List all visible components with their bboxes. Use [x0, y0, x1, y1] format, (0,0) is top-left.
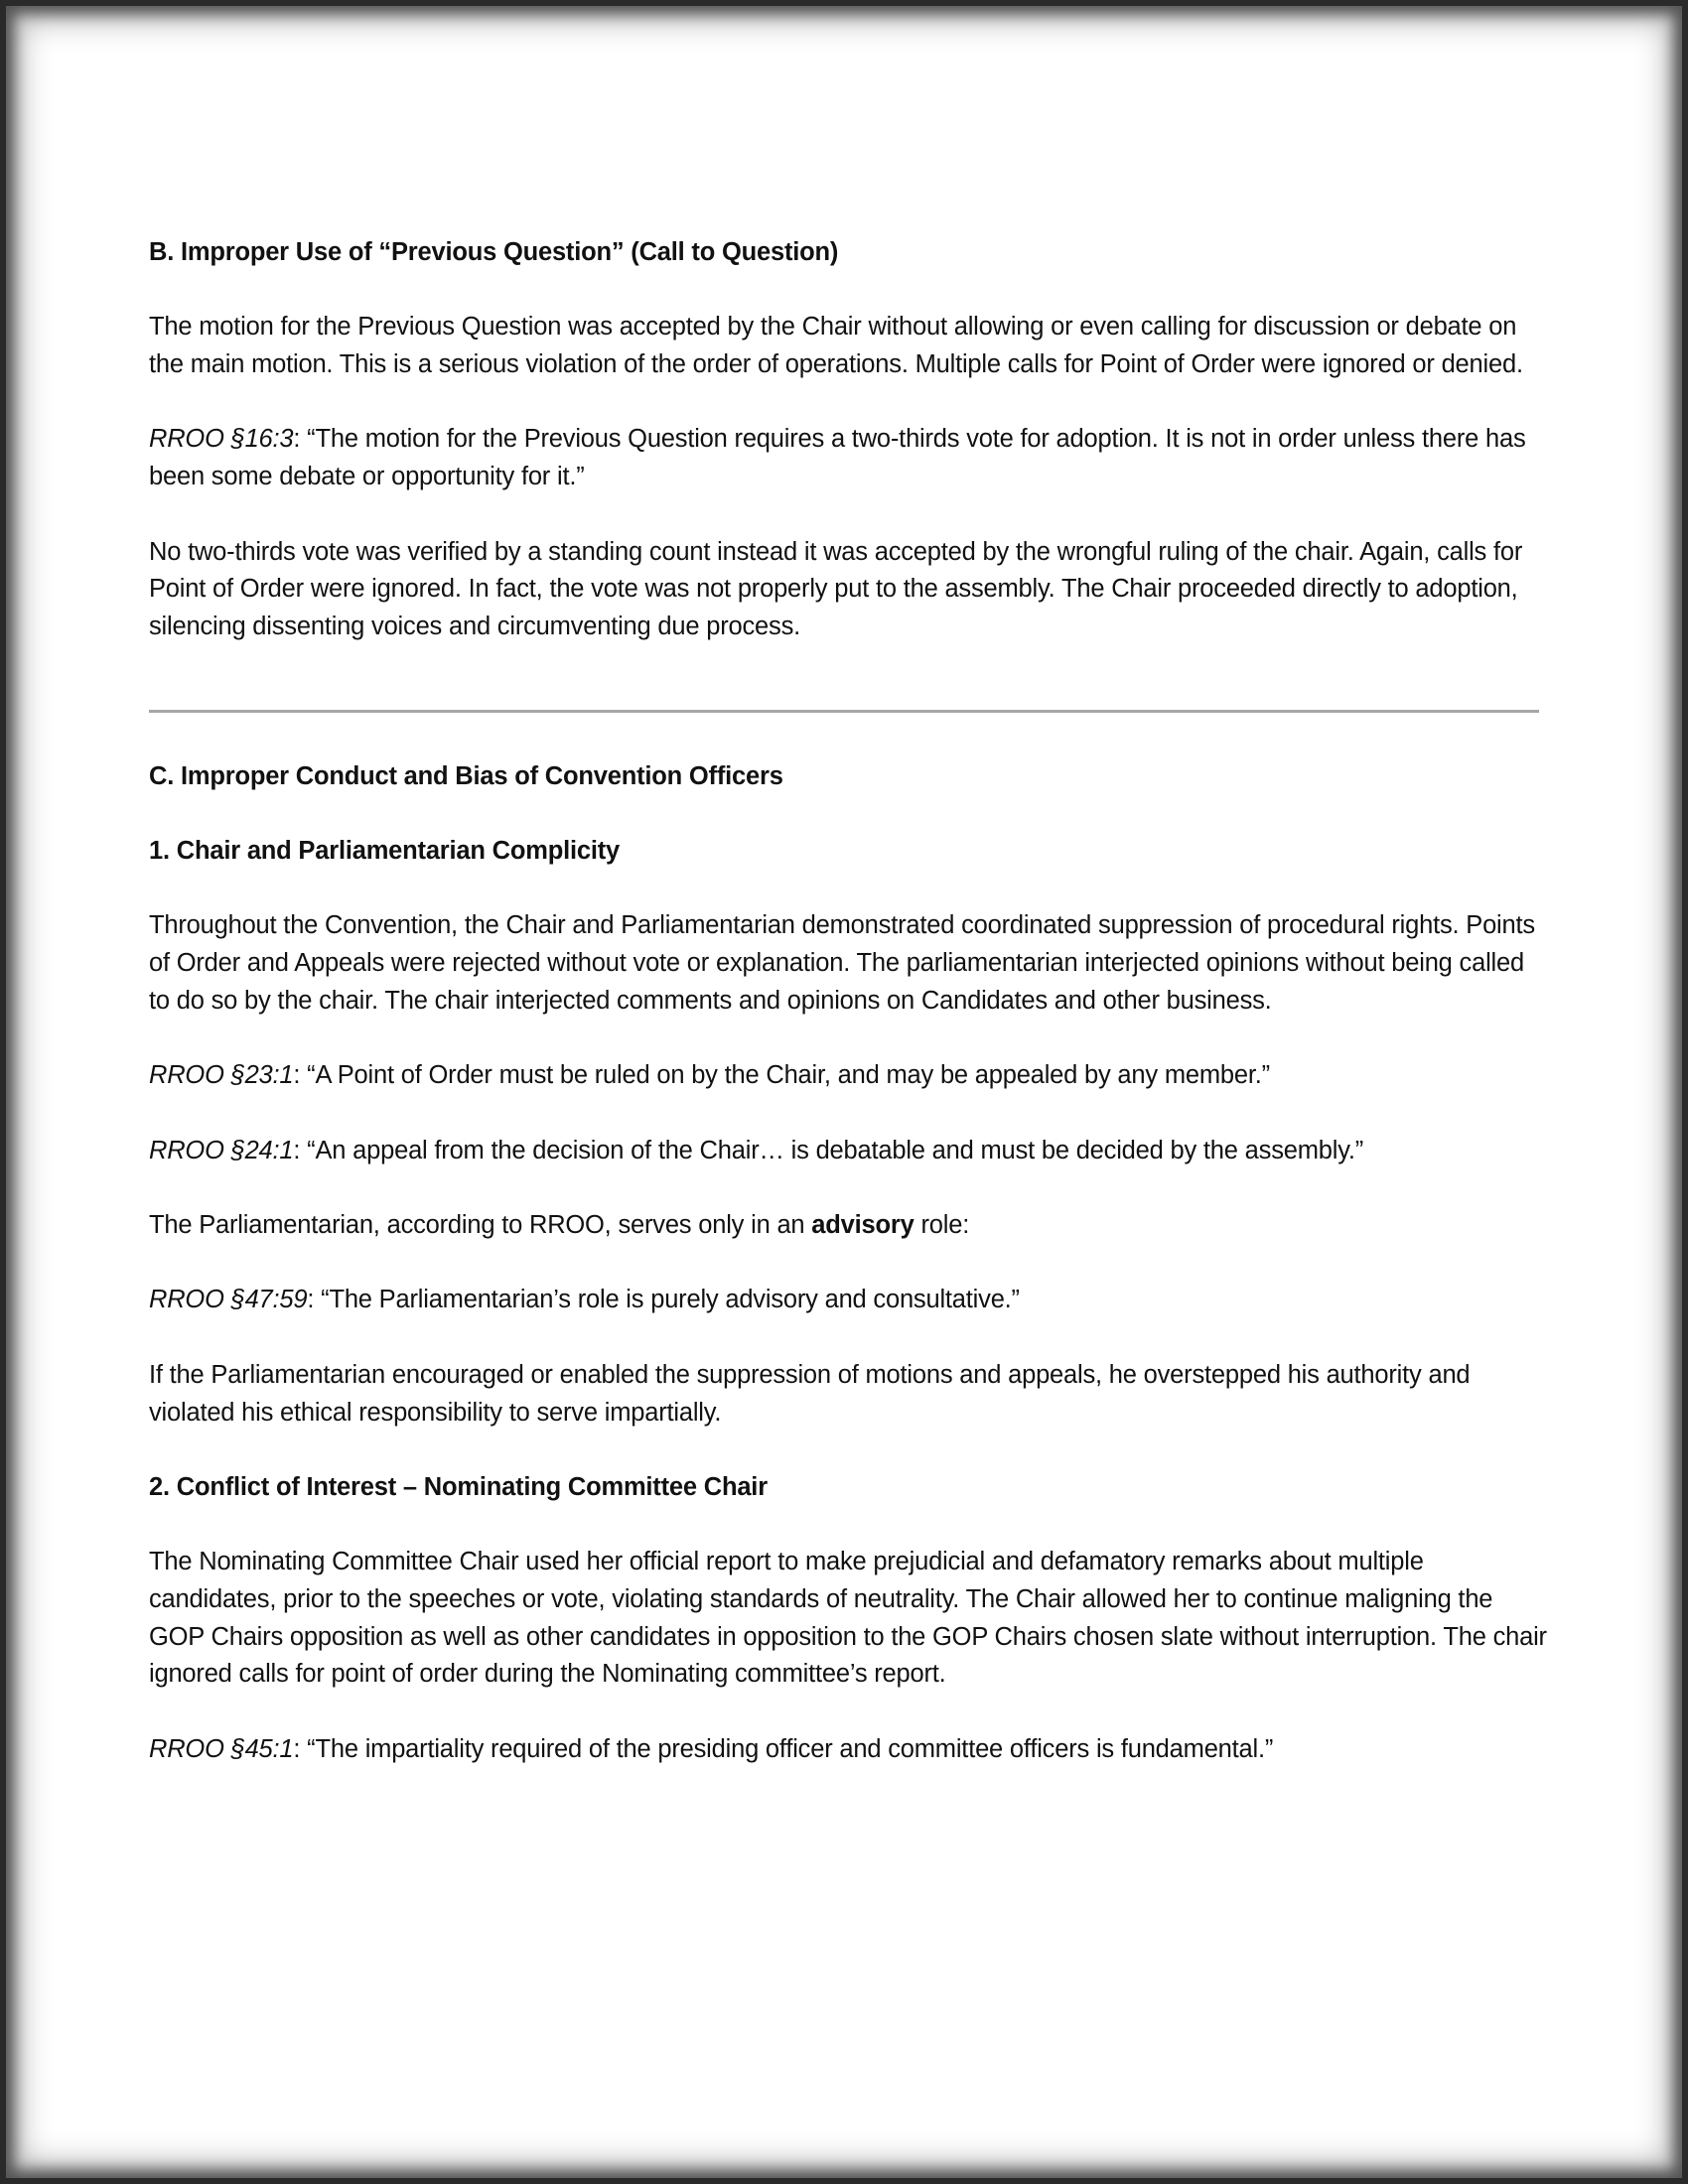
citation-label: RROO §47:59 — [149, 1286, 308, 1314]
subsection-heading: 2. Conflict of Interest – Nominating Committee Chair — [149, 1472, 768, 1501]
section-b-paragraph: No two-thirds vote was verified by a standing count instead it was accepted by the wrongful ruling of the chair. Again, calls for Point of Order were ignored. In fact, the vote was not properly put to the assembly. The Chair proceeded directly to adoption, silencing dissenting voices and circumventing due process. — [149, 537, 1523, 640]
rule-citation — [149, 1731, 1549, 1769]
citation-text: : “A Point of Order must be ruled on by the Chair, and may be appealed by any member.” — [293, 1061, 1270, 1090]
rule-citation — [149, 1133, 1549, 1170]
section-c-heading: C. Improper Conduct and Bias of Convention Officers — [149, 761, 783, 790]
document-body — [149, 234, 1549, 1806]
rule-citation — [149, 1057, 1549, 1095]
section-divider — [149, 710, 1539, 713]
citation-text: : “The Parliamentarian’s role is purely advisory and consultative.” — [307, 1286, 1020, 1314]
citation-text: : “The motion for the Previous Question requires a two-thirds vote for adoption. It is not in order unless there has been some debate or opportunity for it.” — [149, 425, 1526, 491]
emphasis: advisory — [811, 1211, 914, 1240]
citation-text: : “The impartiality required of the presiding officer and committee officers is fundamental.” — [293, 1734, 1274, 1763]
citation-label: RROO §45:1 — [149, 1734, 294, 1763]
citation-text: : “An appeal from the decision of the Chair… is debatable and must be decided by the assembly.” — [293, 1136, 1364, 1164]
section-c-paragraph — [149, 1207, 1549, 1245]
section-b-heading: B. Improper Use of “Previous Question” (Call to Question) — [149, 238, 839, 266]
section-c-paragraph: The Nominating Committee Chair used her official report to make prejudicial and defamatory remarks about multiple candidates, prior to the speeches or vote, violating standards of neutrality. The Chair allowed her to continue maligning the GOP Chairs opposition as well as other candidates in opposition to the GOP Chairs chosen slate without interruption. The chair ignored calls for point of order during the Nominating committee’s report. — [149, 1548, 1547, 1689]
citation-label: RROO §16:3 — [149, 425, 294, 454]
section-c-paragraph: If the Parliamentarian encouraged or enabled the suppression of motions and appeals, he overstepped his authority and violated his ethical responsibility to serve impartially. — [149, 1360, 1471, 1427]
section-b-paragraph: The motion for the Previous Question was accepted by the Chair without allowing or even calling for discussion or debate on the main motion. This is a serious violation of the order of operations. Multiple calls for Point of Order were ignored or denied. — [149, 313, 1523, 379]
subsection-heading: 1. Chair and Parliamentarian Complicity — [149, 837, 621, 866]
citation-label: RROO §24:1 — [149, 1136, 294, 1164]
rule-citation — [149, 421, 1549, 495]
rule-citation — [149, 1282, 1549, 1319]
section-c-paragraph: Throughout the Convention, the Chair and Parliamentarian demonstrated coordinated suppression of procedural rights. Points of Order and Appeals were rejected without vote or explanation. The parliamentarian interjected opinions without being called to do so by the chair. The chair interjected comments and opinions on Candidates and other business. — [149, 911, 1535, 1015]
text: role: — [914, 1211, 970, 1240]
citation-label: RROO §23:1 — [149, 1061, 294, 1090]
text: The Parliamentarian, according to RROO, serves only in an — [149, 1211, 812, 1240]
